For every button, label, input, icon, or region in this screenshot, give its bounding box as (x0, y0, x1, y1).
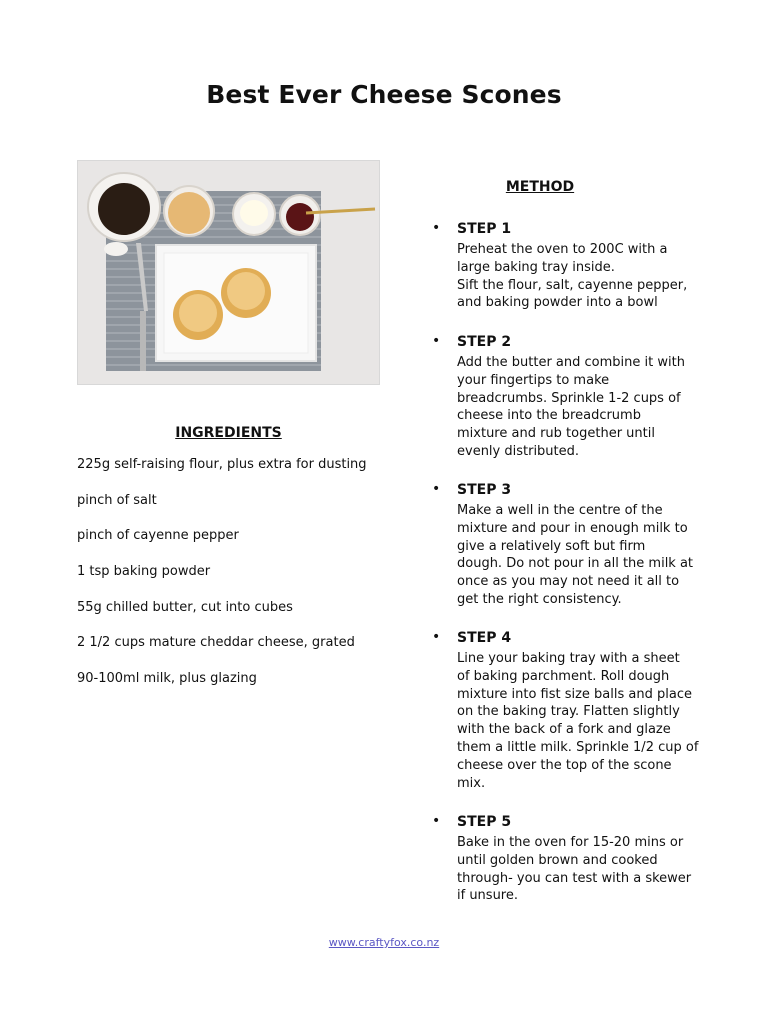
step-text: Add the butter and combine it with your fingertips to make breadcrumbs. Sprinkle 1-2 cups of cheese into the breadcrumb mixture and rub together until evenly distributed. (457, 355, 685, 459)
step-text: Preheat the oven to 200C with a large baking tray inside. Sift the flour, salt, cayenne pepper, and baking powder into a bowl (457, 242, 688, 311)
step-title: STEP 1 (457, 221, 512, 237)
bullet-icon: • (432, 220, 441, 236)
footer (0, 936, 768, 949)
ingredient-item: pinch of salt (77, 492, 157, 508)
ingredient-item: 55g chilled butter, cut into cubes (77, 599, 293, 615)
bullet-icon: • (432, 629, 441, 645)
website-link[interactable]: www.craftyfox.co.nz (328, 936, 440, 949)
ingredient-item: 1 tsp baking powder (77, 564, 211, 580)
ingredient-item: 90-100ml milk, plus glazing (77, 671, 257, 687)
step-title: STEP 3 (457, 482, 512, 498)
step-title: STEP 5 (457, 814, 512, 830)
ingredients-list (77, 456, 407, 706)
step-title: STEP 4 (457, 630, 512, 646)
ingredients-heading: INGREDIENTS (175, 425, 282, 441)
step-title: STEP 2 (457, 334, 512, 350)
ingredient-item: pinch of cayenne pepper (77, 528, 239, 544)
method-heading: METHOD (505, 179, 575, 195)
scones-photo (77, 160, 380, 385)
bullet-icon: • (432, 481, 441, 497)
page-title: Best Ever Cheese Scones (206, 80, 562, 109)
bullet-icon: • (432, 813, 441, 829)
step-text: Make a well in the centre of the mixture and pour in enough milk to give a relatively soft but firm dough. Do not pour in all the milk at once as you may not need it all to get the right consistency. (457, 503, 694, 607)
step-text: Line your baking tray with a sheet of baking parchment. Roll dough mixture into fist size balls and place on the baking tray. Flatten slightly with the back of a fork and glaze them a little milk. Sprinkle 1/2 cup of cheese over the top of the scone mix. (457, 651, 699, 791)
step-text: Bake in the oven for 15-20 mins or until golden brown and cooked through- you can test with a skewer if unsure. (457, 835, 692, 904)
ingredient-item: 2 1/2 cups mature cheddar cheese, grated (77, 635, 355, 651)
ingredient-item: 225g self-raising flour, plus extra for dusting (77, 457, 367, 472)
bullet-icon: • (432, 333, 441, 349)
